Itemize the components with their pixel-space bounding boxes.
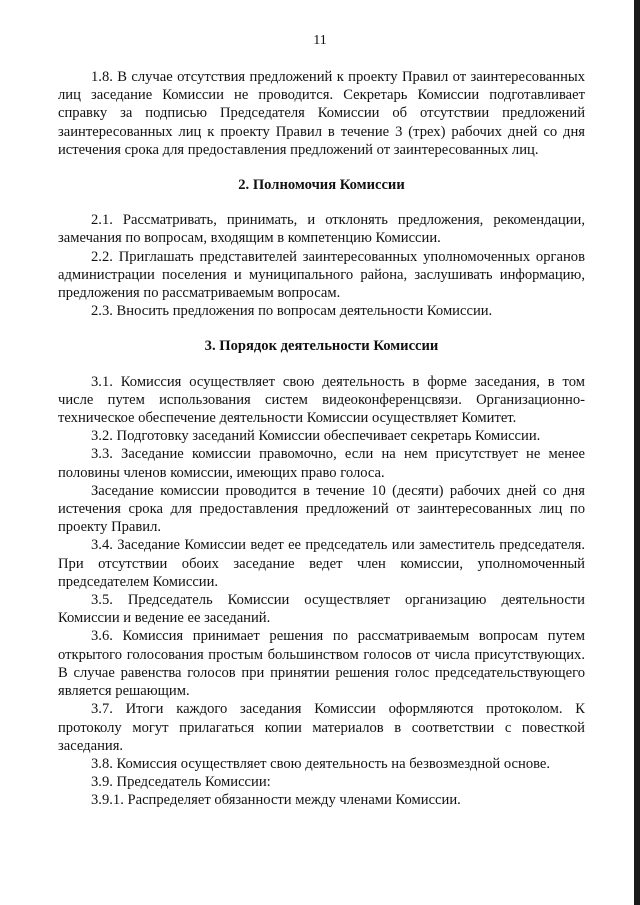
- paragraph-3-6: 3.6. Комиссия принимает решения по рассматриваемым вопросам путем открытого голосования простым большинством голосов от числа присутствующих. В случае равенства голосов при принятии решения голос председательствующего является решающим.: [58, 628, 585, 700]
- paragraph-3-3: 3.3. Заседание комиссии правомочно, если на нем присутствует не менее половины членов комиссии, имеющих право голоса.: [58, 446, 585, 481]
- paragraph-3-5: 3.5. Председатель Комиссии осуществляет организацию деятельности Комиссии и ведение ее заседаний.: [58, 592, 585, 627]
- paragraph-1-8: 1.8. В случае отсутствия предложений к проекту Правил от заинтересованных лиц заседание Комиссии не проводится. Секретарь Комиссии подготавливает справку за подписью Председателя Комиссии об отсутствии предложений заинтересованных лиц к проекту Правил в течение 3 (трех) рабочих дней со дня истечения срока для предоставления предложений от заинтересованных лиц.: [58, 69, 585, 158]
- paragraph-3-9: 3.9. Председатель Комиссии:: [91, 774, 271, 791]
- section-heading-2: 2. Полномочия Комиссии: [238, 177, 405, 194]
- document-body: [58, 68, 585, 810]
- paragraph-3-1: 3.1. Комиссия осуществляет свою деятельность в форме заседания, в том числе путем использования систем видеоконференцсвязи. Организационно-техническое обеспечение деятельности Комиссии осуществляет Комитет.: [58, 373, 585, 427]
- page-edge-shadow: [634, 0, 640, 905]
- paragraph-2-3: 2.3. Вносить предложения по вопросам деятельности Комиссии.: [91, 303, 493, 320]
- paragraph-3-3-cont: Заседание комиссии проводится в течение 10 (десяти) рабочих дней со дня истечения срока для предоставления предложений от заинтересованных лиц по проекту Правил.: [58, 482, 585, 536]
- paragraph-3-7: 3.7. Итоги каждого заседания Комиссии оформляются протоколом. К протоколу могут прилагаться копии материалов в соответствии с повесткой заседания.: [58, 701, 585, 754]
- paragraph-2-1: 2.1. Рассматривать, принимать, и отклонять предложения, рекомендации, замечания по вопросам, входящим в компетенцию Комиссии.: [58, 212, 585, 247]
- paragraph-3-8: 3.8. Комиссия осуществляет свою деятельность на безвозмездной основе.: [91, 755, 551, 772]
- paragraph-3-4: 3.4. Заседание Комиссии ведет ее председатель или заместитель председателя. При отсутствии обоих заседание ведет член комиссии, уполномоченный председателем Комиссии.: [58, 537, 585, 590]
- section-heading-3: 3. Порядок деятельности Комиссии: [204, 338, 439, 355]
- paragraph-3-9-1: 3.9.1. Распределяет обязанности между членами Комиссии.: [91, 792, 461, 809]
- page-number: 11: [313, 33, 327, 48]
- paragraph-2-2: 2.2. Приглашать представителей заинтересованных уполномоченных органов администрации поселения и муниципального района, заслушивать информацию, предложения по рассматриваемым вопросам.: [58, 248, 585, 302]
- paragraph-3-2: 3.2. Подготовку заседаний Комиссии обеспечивает секретарь Комиссии.: [91, 428, 541, 445]
